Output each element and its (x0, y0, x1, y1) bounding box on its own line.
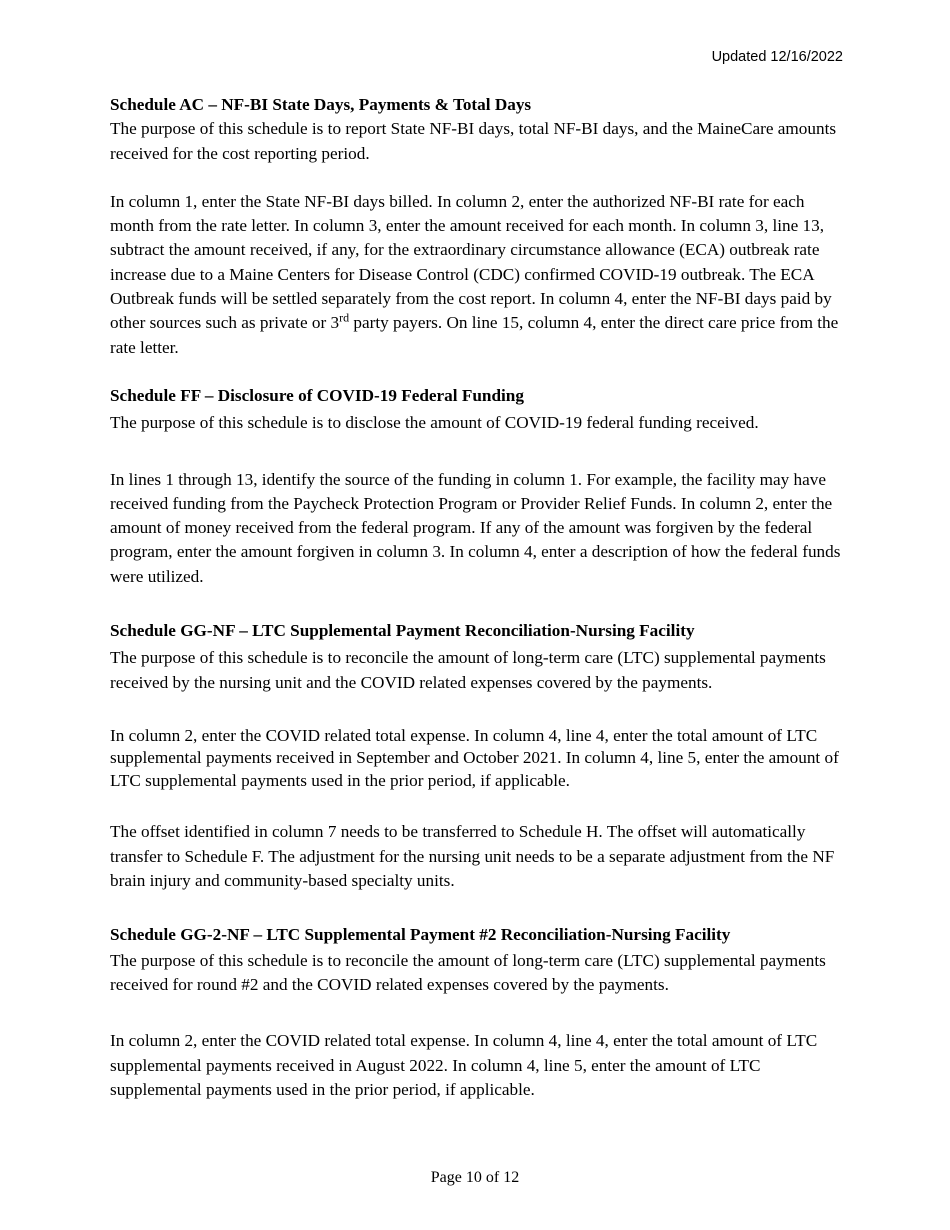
schedule-ac-instructions-part2: party payers. On line 15, column 4, enter the direct care price from the rate letter. (110, 313, 839, 357)
schedule-ac-instructions-part1: In column 1, enter the State NF-BI days billed. In column 2, enter the authorized NF-BI rate for each month from the rate letter. In column 3, enter the amount received for each month. In column 3, line 13, subtract the amount received, if any, for the extraordinary circumstance allowance (ECA) outbreak rate increase due to a Maine Centers for Disease Control (CDC) confirmed COVID-19 outbreak. The ECA Outbreak funds will be settled separately from the cost report. In column 4, enter the NF-BI days paid by other sources such as private or 3 (110, 191, 832, 333)
schedule-gg-nf-offset-note: The offset identified in column 7 needs to be transferred to Schedule H. The offset will automatically transfer to Schedule F. The adjustment for the nursing unit needs to be a separate adjustment from the NF brain injury and community-based specialty units. (110, 822, 835, 891)
schedule-ff-instructions: In lines 1 through 13, identify the source of the funding in column 1. For example, the facility may have received funding from the Paycheck Protection Program or Provider Relief Funds. In column 2, enter the amount of money received from the federal program. If any of the amount was forgiven by the federal program, enter the amount forgiven in column 3. In column 4, enter a description of how the federal funds were utilized. (110, 469, 841, 586)
schedule-gg-2-nf-purpose: The purpose of this schedule is to reconcile the amount of long-term care (LTC) supplemental payments received for round #2 and the COVID related expenses covered by the payments. (110, 950, 826, 994)
document-body (110, 93, 850, 1102)
schedule-gg-nf-instructions: In column 2, enter the COVID related total expense. In column 4, line 4, enter the total amount of LTC supplemental payments received in September and October 2021. In column 4, line 5, enter the amount of LTC supplemental payments used in the prior period, if applicable. (110, 725, 839, 790)
page-number: Page 10 of 12 (430, 1169, 520, 1186)
schedule-gg-nf-heading: Schedule GG-NF – LTC Supplemental Payment Reconciliation-Nursing Facility (110, 621, 695, 641)
schedule-ac-heading: Schedule AC – NF-BI State Days, Payments & Total Days (110, 95, 532, 114)
schedule-ac-purpose: The purpose of this schedule is to report State NF-BI days, total NF-BI days, and the MaineCare amounts received for the cost reporting period. (110, 119, 837, 163)
schedule-ac-instructions (110, 190, 850, 360)
schedule-gg-nf-purpose: The purpose of this schedule is to reconcile the amount of long-term care (LTC) supplemental payments received by the nursing unit and the COVID related expenses covered by the payments. (110, 648, 826, 692)
ordinal-suffix: rd (339, 310, 350, 325)
schedule-gg-2-nf-heading: Schedule GG-2-NF – LTC Supplemental Payment #2 Reconciliation-Nursing Facility (110, 925, 731, 945)
schedule-gg-2-nf-instructions: In column 2, enter the COVID related total expense. In column 4, line 4, enter the total amount of LTC supplemental payments received in August 2022. In column 4, line 5, enter the amount of LTC supplemental payments used in the prior period, if applicable. (110, 1031, 818, 1099)
schedule-ff-purpose: The purpose of this schedule is to disclose the amount of COVID-19 federal funding received. (110, 413, 759, 433)
schedule-ff-heading: Schedule FF – Disclosure of COVID-19 Federal Funding (110, 385, 524, 405)
updated-date: Updated 12/16/2022 (711, 49, 843, 65)
